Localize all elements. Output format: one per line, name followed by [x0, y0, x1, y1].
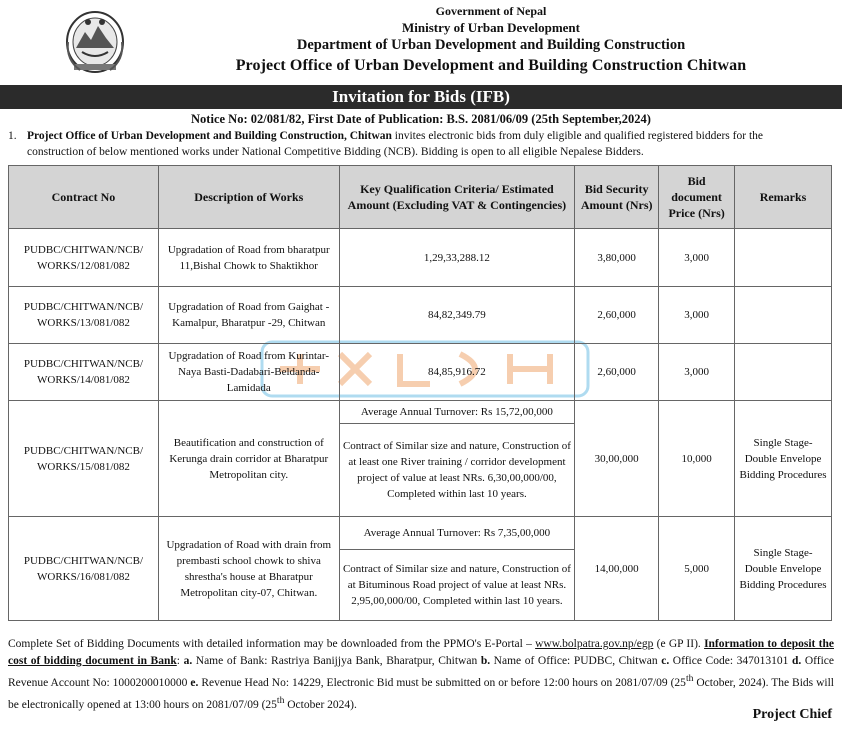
cell-doc-price: 3,000	[659, 344, 735, 401]
superscript-th: th	[276, 694, 285, 706]
cell-description: Upgradation of Road from bharatpur 11,Bishal Chowk to Shaktikhor	[158, 229, 339, 287]
table-row	[9, 401, 832, 424]
cell-criteria: 84,82,349.79	[339, 287, 575, 344]
revenue-head: Revenue Head No: 14229, Electronic Bid must be submitted on or before 12:00 hours on 2081/07/09 (25	[198, 676, 686, 689]
header-bid-security: Bid Security Amount (Nrs)	[575, 166, 659, 229]
title-banner: Invitation for Bids (IFB)	[0, 85, 842, 109]
cell-turnover: Average Annual Turnover: Rs 15,72,00,000	[339, 401, 575, 424]
bank-name: Name of Bank: Rastriya Banijjya Bank, Bharatpur, Chitwan	[192, 655, 481, 667]
cell-doc-price: 3,000	[659, 229, 735, 287]
cell-experience: Contract of Similar size and nature, Construction of at least one River training / corridor development project of value at least NRs. 6,30,00,000/00, Completed within last 10 years.	[339, 424, 575, 517]
office-name: Name of Office: PUDBC, Chitwan	[490, 655, 662, 667]
cell-turnover: Average Annual Turnover: Rs 7,35,00,000	[339, 517, 575, 550]
intro-line2: construction of below mentioned works under National Competitive Bidding (NCB). Bidding is open to all eligible Nepalese Bidders.	[27, 146, 644, 158]
intro-bold: Project Office of Urban Development and Building Construction, Chitwan	[27, 130, 392, 142]
header-criteria: Key Qualification Criteria/ Estimated Amount (Excluding VAT & Contingencies)	[339, 166, 575, 229]
cell-bid-security: 2,60,000	[575, 344, 659, 401]
cell-remarks	[735, 229, 832, 287]
table-row	[9, 517, 832, 550]
header-remarks: Remarks	[735, 166, 832, 229]
bank-info-heading: Information to deposit the cost of bidding document in Bank	[8, 638, 834, 667]
intro-paragraph	[8, 128, 834, 160]
ministry-line: Ministry of Urban Development	[401, 20, 580, 35]
cell-bid-security: 3,80,000	[575, 229, 659, 287]
cell-description: Beautification and construction of Kerunga drain corridor at Bharatpur Metropolitan city.	[158, 401, 339, 517]
intro-rest: invites electronic bids from duly eligible and qualified registered bidders for the	[391, 130, 763, 142]
footer-text-1: Complete Set of Bidding Documents with detailed information may be downloaded from the PPMO's E-Portal –	[8, 638, 536, 650]
label-d: d.	[791, 655, 802, 667]
cell-criteria: 84,85,916.72	[339, 344, 575, 401]
footer-text-3: :	[176, 655, 184, 667]
cell-description: Upgradation of Road from Kurintar-Naya Basti-Dadabari-Beldanda-Lamidada	[158, 344, 339, 401]
cell-remarks: Single Stage-Double Envelope Bidding Procedures	[735, 517, 832, 621]
header-doc-price: Bid document Price (Nrs)	[659, 166, 735, 229]
header-description: Description of Works	[158, 166, 339, 229]
revenue-account: Office Revenue Account No: 1000200010000	[8, 655, 834, 689]
cell-doc-price: 3,000	[659, 287, 735, 344]
cell-experience: Contract of Similar size and nature, Construction of at Bituminous Road project of value at least NRs. 2,95,00,000/00, Completed within last 10 years.	[339, 550, 575, 621]
footer-paragraph	[8, 636, 834, 714]
cell-bid-security: 30,00,000	[575, 401, 659, 517]
egp-portal-link[interactable]: www.bolpatra.gov.np/egp	[535, 638, 654, 650]
table-header-row	[9, 166, 832, 229]
letterhead	[140, 4, 842, 77]
header-contract-no: Contract No	[9, 166, 159, 229]
label-b: b.	[480, 655, 491, 667]
cell-contract-no: PUDBC/CHITWAN/NCB/ WORKS/15/081/082	[9, 401, 159, 517]
footer-end: October 2024).	[284, 698, 357, 711]
table-row	[9, 229, 832, 287]
label-a: a.	[183, 655, 193, 667]
cell-doc-price: 5,000	[659, 517, 735, 621]
cell-bid-security: 2,60,000	[575, 287, 659, 344]
table-row	[9, 344, 832, 401]
bids-table	[8, 165, 832, 621]
notice-line: Notice No: 02/081/82, First Date of Publication: B.S. 2081/06/09 (25th September,2024)	[191, 112, 651, 126]
cell-description: Upgradation of Road with drain from prembasti school chowk to shiva shrestha's house at Bharatpur Metropolitan city-07, Chitwan.	[158, 517, 339, 621]
cell-contract-no: PUDBC/CHITWAN/NCB/ WORKS/16/081/082	[9, 517, 159, 621]
cell-criteria: 1,29,33,288.12	[339, 229, 575, 287]
cell-remarks	[735, 344, 832, 401]
nepal-emblem-logo	[60, 8, 130, 78]
cell-contract-no: PUDBC/CHITWAN/NCB/ WORKS/13/081/082	[9, 287, 159, 344]
superscript-th: th	[685, 673, 694, 684]
cell-bid-security: 14,00,000	[575, 517, 659, 621]
department-line: Department of Urban Development and Building Construction	[296, 37, 686, 53]
office-code: Office Code: 347013101	[669, 655, 792, 667]
cell-doc-price: 10,000	[659, 401, 735, 517]
office-line: Project Office of Urban Development and Building Construction Chitwan	[235, 57, 747, 74]
signoff: Project Chief	[752, 707, 832, 722]
cell-description: Upgradation of Road from Gaighat - Kamalpur, Bharatpur -29, Chitwan	[158, 287, 339, 344]
cell-remarks	[735, 287, 832, 344]
table-row	[9, 287, 832, 344]
footer-text-2: (e GP II).	[653, 638, 705, 650]
intro-number: 1.	[8, 130, 17, 142]
cell-remarks: Single Stage-Double Envelope Bidding Procedures	[735, 401, 832, 517]
government-line: Government of Nepal	[435, 4, 547, 18]
cell-contract-no: PUDBC/CHITWAN/NCB/ WORKS/14/081/082	[9, 344, 159, 401]
label-c: c.	[661, 655, 670, 667]
bid-opening: October, 2024). The Bids will be electronically opened at 13:00 hours on 2081/07/09 (25	[8, 676, 834, 711]
cell-contract-no: PUDBC/CHITWAN/NCB/ WORKS/12/081/082	[9, 229, 159, 287]
label-e: e.	[190, 676, 199, 689]
